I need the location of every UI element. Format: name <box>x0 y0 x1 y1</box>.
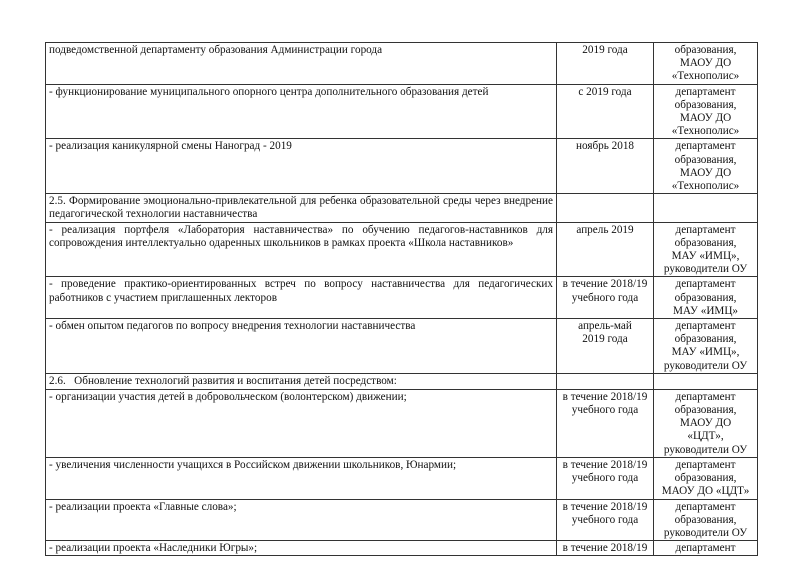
table-row <box>46 43 758 85</box>
section-heading-2-6: 2.6. Обновление технологий развития и воспитания детей посредством: <box>46 373 557 389</box>
term-line: учебного года <box>571 513 639 526</box>
term-line: 2019 года <box>582 44 628 56</box>
responsible-cell <box>654 389 758 457</box>
responsible-line: департамент <box>675 542 736 555</box>
term-line: апрель-май <box>578 320 632 333</box>
term-line: учебного года <box>571 291 639 304</box>
term-cell <box>557 277 654 319</box>
plan-table <box>45 42 758 556</box>
responsible-line: МАУ «ИМЦ», <box>671 346 740 359</box>
activity-cell: подведомственной департаменту образования Администрации города <box>46 43 557 85</box>
responsible-cell <box>654 319 758 374</box>
responsible-line: руководители ОУ <box>663 263 748 276</box>
responsible-line: департамент <box>675 85 736 98</box>
term-cell <box>557 222 654 277</box>
responsible-line: департамент <box>675 140 736 153</box>
activity-cell: - реализации проекта «Главные слова»; <box>46 499 557 541</box>
responsible-line: департамент <box>675 458 736 471</box>
responsible-line: МАОУ ДО <box>679 166 732 179</box>
responsible-line: МАОУ ДО «ЦДТ» <box>661 485 750 498</box>
responsible-cell <box>654 541 758 556</box>
responsible-line: департамент <box>675 223 736 236</box>
responsible-line: руководители ОУ <box>663 526 748 539</box>
term-line: апрель 2019 <box>576 223 634 236</box>
term-cell <box>557 43 654 85</box>
responsible-line: образования, <box>674 153 737 166</box>
responsible-line: «Технополис» <box>671 180 740 193</box>
term-cell <box>557 499 654 541</box>
responsible-cell <box>654 222 758 277</box>
term-line: в течение 2018/19 <box>562 542 648 555</box>
responsible-line: МАОУ ДО <box>679 112 732 125</box>
plan-table-body <box>46 43 758 556</box>
responsible-line: образования, <box>674 404 737 417</box>
table-row <box>46 499 758 541</box>
term-cell <box>557 541 654 556</box>
activity-cell: - увеличения численности учащихся в Российском движении школьников, Юнармии; <box>46 457 557 499</box>
responsible-line: департамент <box>675 390 736 403</box>
term-cell-empty <box>557 194 654 222</box>
term-line: учебного года <box>571 404 639 417</box>
responsible-line: образования, <box>674 333 737 346</box>
section-heading-2-5: 2.5. Формирование эмоционально-привлекательной для ребенка образовательной среды через внедрение педагогической технологии наставничества <box>46 194 557 222</box>
responsible-line: департамент <box>675 500 736 513</box>
term-line: в течение 2018/19 <box>562 390 648 403</box>
table-row <box>46 84 758 139</box>
responsible-line: образования, <box>674 513 737 526</box>
responsible-line: МАОУ ДО <box>679 417 732 430</box>
responsible-cell-empty <box>654 194 758 222</box>
activity-cell: - реализации проекта «Наследники Югры»; <box>46 541 557 556</box>
activity-cell: - функционирование муниципального опорного центра дополнительного образования детей <box>46 84 557 139</box>
term-line: в течение 2018/19 <box>562 278 648 291</box>
table-row <box>46 319 758 374</box>
responsible-line: образования, <box>674 44 737 56</box>
responsible-cell <box>654 277 758 319</box>
responsible-line: образования, <box>674 291 737 304</box>
responsible-line: департамент <box>675 278 736 291</box>
responsible-line: МАУ «ИМЦ», <box>671 250 740 263</box>
responsible-cell <box>654 457 758 499</box>
table-row <box>46 389 758 457</box>
term-cell <box>557 389 654 457</box>
responsible-line: «Технополис» <box>671 70 740 83</box>
responsible-cell <box>654 43 758 85</box>
activity-cell: - реализация каникулярной смены Наноград - 2019 <box>46 139 557 194</box>
responsible-cell <box>654 499 758 541</box>
responsible-cell <box>654 139 758 194</box>
responsible-cell <box>654 84 758 139</box>
activity-cell: - проведение практико-ориентированных встреч по вопросу наставничества для педагогических работников с участием приглашенных лекторов <box>46 277 557 319</box>
term-cell-empty <box>557 373 654 389</box>
term-line: с 2019 года <box>578 85 632 98</box>
term-cell <box>557 319 654 374</box>
responsible-cell-empty <box>654 373 758 389</box>
table-row <box>46 277 758 319</box>
term-line: в течение 2018/19 <box>562 458 648 471</box>
responsible-line: руководители ОУ <box>663 359 748 372</box>
responsible-line: руководители ОУ <box>663 443 748 456</box>
section-row <box>46 373 758 389</box>
term-line: в течение 2018/19 <box>562 500 648 513</box>
responsible-line: «Технополис» <box>671 125 740 138</box>
table-row <box>46 222 758 277</box>
responsible-line: образования, <box>674 98 737 111</box>
section-row <box>46 194 758 222</box>
term-cell <box>557 84 654 139</box>
activity-cell: - обмен опытом педагогов по вопросу внедрения технологии наставничества <box>46 319 557 374</box>
table-row <box>46 139 758 194</box>
activity-cell: - организации участия детей в добровольческом (волонтерском) движении; <box>46 389 557 457</box>
term-cell <box>557 457 654 499</box>
term-line: 2019 года <box>582 333 628 346</box>
term-line: ноябрь 2018 <box>575 140 635 153</box>
term-cell <box>557 139 654 194</box>
responsible-line: МАОУ ДО <box>679 57 732 70</box>
term-line: учебного года <box>571 472 639 485</box>
responsible-line: МАУ «ИМЦ» <box>672 304 739 317</box>
table-row <box>46 457 758 499</box>
responsible-line: образования, <box>674 472 737 485</box>
responsible-line: «ЦДТ», <box>687 430 724 443</box>
responsible-line: департамент <box>675 320 736 333</box>
activity-cell: - реализация портфеля «Лаборатория наставничества» по обучению педагогов-наставников для сопровождения интеллектуально одаренных школьников в рамках проекта «Школа наставников» <box>46 222 557 277</box>
table-row <box>46 541 758 556</box>
responsible-line: образования, <box>674 236 737 249</box>
